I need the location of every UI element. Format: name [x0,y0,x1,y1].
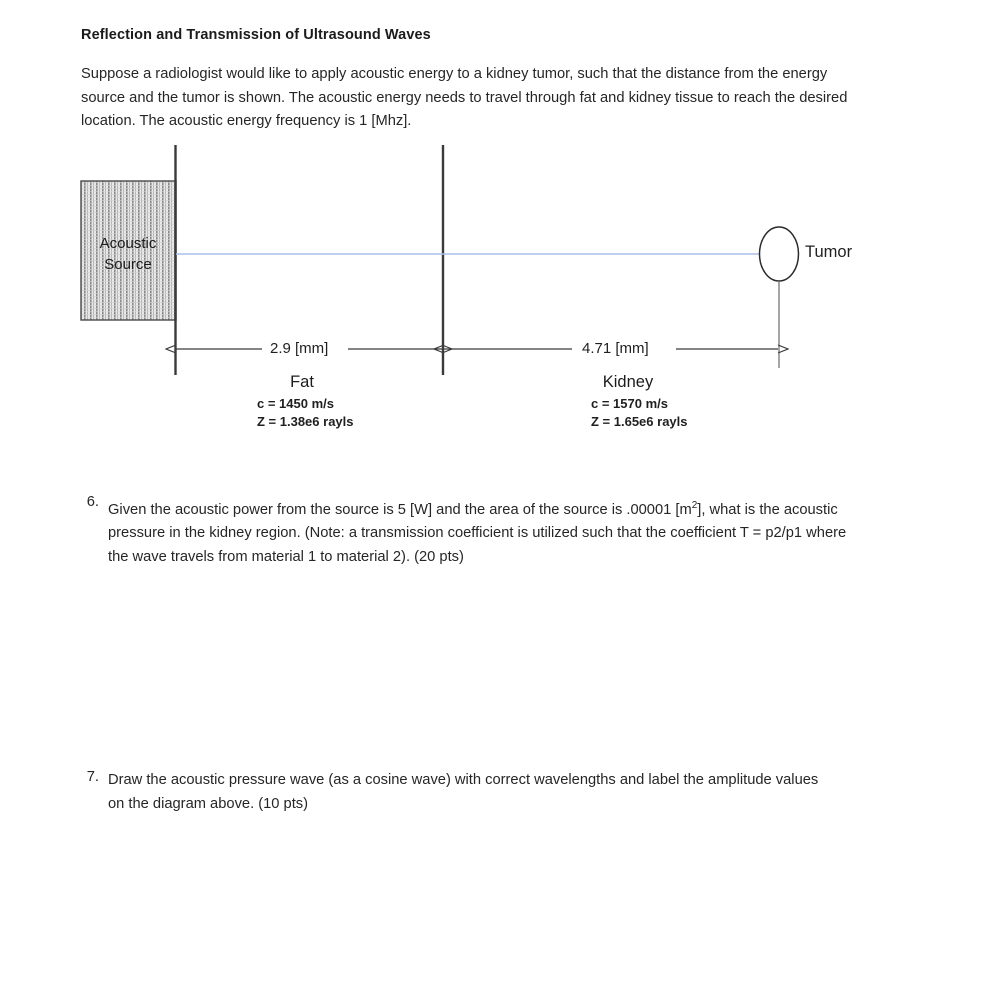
tissue-block-fat [187,373,417,430]
acoustic-source-label-line2: Source [104,256,152,273]
tissue-properties-kidney [513,395,743,430]
tissue-speed-kidney: c = 1570 m/s [591,396,668,411]
acoustic-source-label-line1: Acoustic [99,235,157,252]
question-6 [75,494,875,569]
diagram-canvas [0,140,986,450]
tissue-speed-fat: c = 1450 m/s [257,396,334,411]
tissue-properties-fat [187,395,417,430]
tissue-impedance-fat: Z = 1.38e6 rayls [257,413,354,429]
tissue-name-kidney: Kidney [602,373,654,391]
question-6-number: 6. [86,494,99,510]
tissue-impedance-kidney: Z = 1.65e6 rayls [591,413,688,429]
dimension-label-fat: 2.9 [mm] [266,340,332,357]
question-6-text [108,494,868,569]
question-7 [75,769,875,816]
ultrasound-diagram [0,140,986,450]
intro-paragraph: Suppose a radiologist would like to apply acoustic energy to a kidney tumor, such that the distance from the energy source and the tumor is shown. The acoustic energy needs to travel through fat and kidney tissue to reach the desired location. The acoustic energy frequency is 1 [Mhz]. [81,66,848,129]
question-6-text-part2: ], what is the acoustic pressure in the kidney region. (Note: a transmission coefficient is utilized such that the coefficient T = p2/p1 where the wave travels from material 1 to material 2). (20 pts) [108,501,847,565]
tumor-label: Tumor [805,243,853,261]
tissue-block-kidney [513,373,743,430]
dimension-label-kidney: 4.71 [mm] [578,340,653,357]
acoustic-source-label [81,233,175,275]
question-6-text-part1: Given the acoustic power from the source is 5 [W] and the area of the source is .00001 [m [108,501,692,518]
tissue-name-fat: Fat [290,373,314,391]
tumor-ellipse [760,227,799,281]
question-6-superscript: 2 [691,500,698,511]
question-7-number: 7. [86,769,99,785]
page-title: Reflection and Transmission of Ultrasound Waves [81,27,431,43]
question-7-text: Draw the acoustic pressure wave (as a cosine wave) with correct wavelengths and label the amplitude values on the diagram above. (10 pts) [108,772,819,812]
